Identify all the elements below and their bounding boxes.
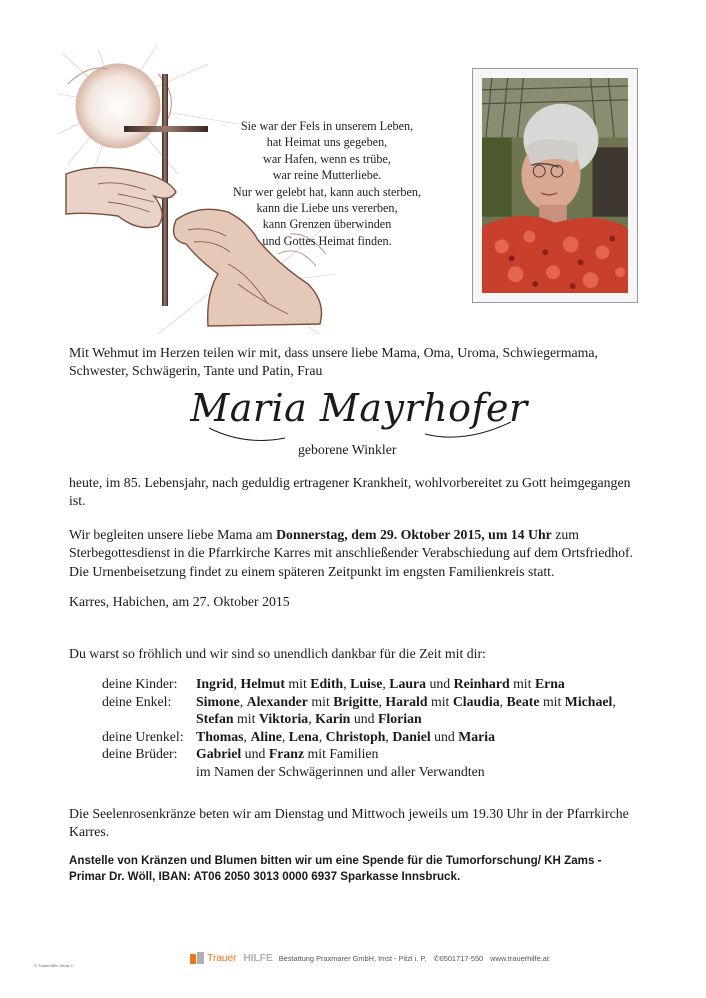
family-members xyxy=(196,675,565,693)
phone-number: ✆0501717-550 xyxy=(433,953,484,963)
footer xyxy=(190,952,556,964)
separator: und xyxy=(353,711,375,727)
family-members xyxy=(196,728,495,746)
family-label-spacer xyxy=(102,763,196,781)
separator: , xyxy=(233,676,238,691)
family-name: Viktoria xyxy=(258,711,309,727)
family-name: Franz xyxy=(268,746,305,762)
family-members xyxy=(196,745,378,763)
family-members xyxy=(196,710,422,728)
separator: mit xyxy=(542,693,562,709)
separator: , xyxy=(281,728,286,744)
family-name: Beate xyxy=(506,693,540,709)
family-label: deine Brüder: xyxy=(102,746,178,762)
intro-text: Mit Wehmut im Herzen teilen wir mit, dass unsere liebe Mama, Oma, Uroma, Schwiegermama, Schwester, Schwägerin, Tante und Patin, Frau xyxy=(69,345,598,379)
passed-away-text: heute, im 85. Lebensjahr, nach geduldig ertragener Krankheit, wohlvorbereitet zu Gott heimgegangen ist. xyxy=(69,475,631,509)
family-name: Christoph xyxy=(325,728,386,744)
family-name: Claudia xyxy=(452,693,500,709)
ceremony-date: Donnerstag, dem 29. Oktober 2015, um 14 Uhr xyxy=(276,527,552,542)
family-name: Gabriel xyxy=(196,746,242,762)
family-list xyxy=(102,675,616,781)
family-name: Karin xyxy=(315,711,351,727)
family-name: Daniel xyxy=(392,728,431,744)
family-name: Edith xyxy=(310,676,344,691)
image-credit: © TrauerHilfe „Motiv 1“ xyxy=(34,963,75,968)
family-name: Reinhard xyxy=(453,676,510,691)
family-row-brueder xyxy=(102,745,616,763)
separator: und xyxy=(429,676,451,691)
family-label: deine Enkel: xyxy=(102,693,172,709)
ceremony-text-start: Wir begleiten unsere liebe Mama am xyxy=(69,527,277,542)
family-row-kinder xyxy=(102,675,616,693)
rosary-text: Die Seelenrosenkränze beten wir am Dienstag und Mittwoch jeweils um 19.30 Uhr in der Pfarrkirche Karres. xyxy=(69,806,629,840)
family-label-spacer xyxy=(102,710,196,728)
poem-line: kann die Liebe uns vererben, xyxy=(256,201,398,216)
portrait-frame xyxy=(472,68,638,303)
donation-notice: Anstelle von Kränzen und Blumen bitten wir um eine Spende für die Tumorforschung/ KH Zams - Primar Dr. Wöll, IBAN: AT06 2050 3013 0000 6937 Sparkasse Innsbruck. xyxy=(69,854,602,884)
family-name: Brigitte xyxy=(333,693,379,709)
family-name: Florian xyxy=(377,711,422,727)
family-name: Stefan xyxy=(196,711,234,727)
family-label: deine Kinder: xyxy=(102,676,178,691)
company-name: Bestattung Praxmarer GmbH, Imst - Pitzl i. P. xyxy=(278,953,427,963)
separator: , xyxy=(382,676,386,691)
portrait-photo xyxy=(482,78,628,293)
family-name: Alexander xyxy=(246,693,308,709)
family-name: Lena xyxy=(288,728,319,744)
family-name: Erna xyxy=(534,676,565,691)
family-name: Aline xyxy=(250,728,282,744)
separator: , xyxy=(499,693,504,709)
family-name: Harald xyxy=(385,693,428,709)
family-name: Laura xyxy=(389,676,427,691)
separator: mit xyxy=(288,676,307,691)
trauerhilfe-logo-icon xyxy=(190,952,204,964)
family-row-urenkel xyxy=(102,728,616,746)
poem-line: und Gottes Heimat finden. xyxy=(262,233,392,248)
funeral-ceremony-text xyxy=(69,526,641,581)
separator: und xyxy=(244,746,266,762)
family-name: Maria xyxy=(458,728,496,744)
brand-part-trauer: Trauer xyxy=(207,952,237,964)
separator: mit xyxy=(513,676,532,691)
separator: , xyxy=(343,676,347,691)
deceased-name: Maria Mayrhofer xyxy=(190,386,528,430)
separator: , xyxy=(308,711,312,727)
family-row-enkel xyxy=(102,693,616,711)
family-row-relatives xyxy=(102,763,616,781)
separator: , xyxy=(239,693,244,709)
family-row-enkel-cont xyxy=(102,710,616,728)
family-name: Michael xyxy=(564,693,613,709)
brand-part-hilfe: HILFE xyxy=(243,952,273,964)
separator: mit xyxy=(430,693,450,709)
separator: , xyxy=(318,728,323,744)
family-name: Helmut xyxy=(240,676,285,691)
family-name: Simone xyxy=(196,693,240,709)
family-label: deine Urenkel: xyxy=(102,728,184,744)
separator: mit xyxy=(237,711,256,727)
family-members xyxy=(196,693,616,711)
family-name: Luise xyxy=(350,676,383,691)
poem-line: kann Grenzen überwinden xyxy=(262,217,392,232)
separator: und xyxy=(434,728,455,744)
gratitude-text: Du warst so fröhlich und wir sind so unendlich dankbar für die Zeit mit dir: xyxy=(69,646,486,661)
poem-line: Sie war der Fels in unserem Leben, xyxy=(240,119,414,133)
separator: mit Familien xyxy=(307,746,379,762)
poem-line: hat Heimat uns gegeben, xyxy=(266,135,388,150)
family-name: Ingrid xyxy=(196,676,234,691)
website-link[interactable]: www.trauerhilfe.at xyxy=(490,953,549,963)
poem-line: Nur wer gelebt hat, kann auch sterben, xyxy=(232,184,422,199)
poem-line: war reine Mutterliebe. xyxy=(272,168,382,183)
separator: , xyxy=(378,693,382,709)
brand-logo xyxy=(207,952,273,964)
poem xyxy=(232,118,422,249)
separator: , xyxy=(612,693,616,709)
maiden-name: geborene Winkler xyxy=(298,442,397,457)
separator: , xyxy=(243,728,247,744)
poem-line: war Hafen, wenn es trübe, xyxy=(263,151,391,166)
family-name: Thomas xyxy=(196,728,244,744)
separator: mit xyxy=(311,693,330,709)
ceremony-text-end: zum Sterbegottesdienst in die Pfarrkirche Karres mit anschließender Verabschiedung auf dem Ortsfriedhof. Die Urnenbeisetzung findet zu einem späteren Zeitpunkt im engsten Familienkreis statt. xyxy=(69,527,634,579)
date-place: Karres, Habichen, am 27. Oktober 2015 xyxy=(69,594,290,609)
relatives-line: im Namen der Schwägerinnen und aller Verwandten xyxy=(196,763,485,779)
separator: , xyxy=(385,728,389,744)
